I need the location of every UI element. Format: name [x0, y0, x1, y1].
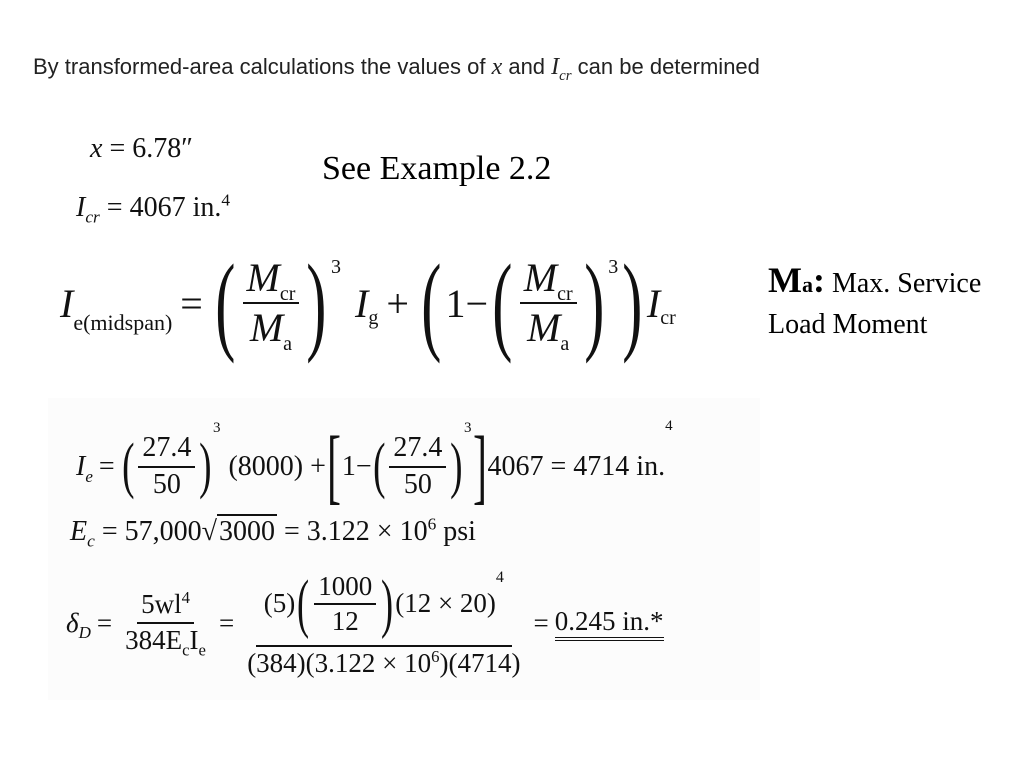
x-symbol: x	[90, 133, 103, 164]
outer-left-paren: (	[421, 242, 442, 364]
intro-var-i: I	[551, 54, 560, 80]
ec-sub: c	[87, 531, 95, 551]
ie-calc-equals: =	[98, 450, 115, 482]
icr-symbol: I	[76, 192, 86, 223]
icr-value-equation	[76, 190, 231, 227]
formula-numerator-exp: 4	[181, 588, 190, 608]
icr-exponent: 4	[221, 190, 231, 210]
cr-sub: cr	[279, 283, 296, 305]
delta-sub: D	[78, 622, 91, 642]
deflection-equals-2: =	[218, 607, 235, 638]
ig-sub: g	[368, 307, 379, 329]
formula-denominator: 384E	[125, 625, 183, 656]
right-paren: )	[306, 242, 327, 364]
span-term: (12 × 20)	[395, 588, 496, 619]
paren: (	[372, 432, 386, 500]
load-denominator: 12	[331, 606, 359, 637]
m-symbol: M	[249, 305, 284, 350]
x-value-equation	[90, 133, 193, 165]
paren: (	[121, 432, 135, 500]
left-paren: (	[215, 242, 236, 364]
deflection-result: 0.245 in.*	[555, 606, 664, 641]
deflection-numeric-fraction: (5) ( $\frac{1000}{12}$ ) (12 × 20) 4 $(384)(3.122 \times 10^6)(4714)$	[247, 567, 521, 678]
cube-exponent: 3	[331, 256, 342, 278]
icr-sub-2: cr	[660, 307, 676, 329]
ie-result: 4067 = 4714 in.	[487, 450, 666, 482]
ie-symbol: I	[60, 280, 74, 326]
ratio-denominator-2: 50	[403, 468, 432, 500]
ie-calc-sub: e	[85, 467, 93, 486]
see-example-label: See Example 2.2	[322, 150, 552, 187]
denominator-exp: 6	[431, 646, 440, 666]
ma-definition-note	[768, 260, 988, 345]
ratio-fraction-2	[389, 433, 446, 501]
intro-text-and: and	[502, 54, 552, 79]
ratio-denominator: 50	[152, 468, 181, 500]
m-symbol: M	[246, 255, 280, 300]
ec-coefficient: = 57,000	[101, 516, 202, 547]
intro-text-1: By transformed-area calculations the values of	[33, 54, 492, 79]
one-minus: 1−	[445, 280, 489, 326]
outer-right-paren: )	[622, 242, 643, 364]
radicand: 3000	[219, 516, 275, 547]
ratio-exponent-2: 3	[464, 420, 472, 436]
paren: )	[450, 432, 463, 500]
a-sub: a	[283, 333, 293, 355]
a-sub: a	[560, 333, 570, 355]
inner-left-paren: (	[492, 242, 513, 364]
denominator-b: )(4714)	[439, 647, 521, 678]
ie-one-minus: 1−	[341, 450, 372, 482]
bracket: [	[326, 420, 341, 513]
intro-var-x: x	[491, 54, 503, 80]
intro-sentence	[33, 54, 760, 84]
load-fraction	[314, 572, 376, 637]
cr-sub: cr	[557, 283, 573, 305]
ma-definition-text: Max. Service Load Moment	[768, 268, 982, 340]
ratio-exponent: 3	[212, 420, 221, 436]
deflection-formula-fraction	[121, 588, 210, 660]
icr-symbol-sub: cr	[85, 207, 100, 227]
inner-right-paren: )	[583, 242, 605, 364]
ie-symbol-sub: e(midspan)	[73, 310, 173, 335]
ig-symbol: I	[355, 280, 369, 326]
ec-result: = 3.122 × 10	[284, 516, 428, 547]
denominator-a: (384)(3.122 × 10	[247, 647, 432, 678]
ec-unit: psi	[436, 516, 476, 547]
intro-var-i-sub: cr	[559, 67, 572, 84]
delta-symbol: δ	[66, 607, 79, 638]
ec-calculation	[70, 514, 476, 551]
icr-value: = 4067 in.	[106, 192, 222, 223]
icr-symbol-2: I	[646, 280, 661, 326]
ma-symbol-sub: a	[801, 272, 813, 297]
ma-colon: :	[812, 260, 825, 300]
cube-exponent-2: 3	[608, 256, 619, 278]
formula-numerator: 5wl	[141, 589, 182, 620]
paren: )	[199, 432, 212, 500]
m-symbol: M	[523, 255, 558, 300]
radical-sign: √	[201, 516, 217, 547]
plus-sign: +	[386, 280, 409, 326]
mcr-ma-fraction	[243, 255, 300, 355]
ie-calc-symbol: I	[76, 450, 86, 482]
ec-exponent: 6	[427, 514, 437, 534]
load-numerator: 1000	[314, 572, 376, 606]
bracket: ]	[472, 420, 487, 513]
five-term: (5)	[263, 588, 296, 619]
formula-den-i: I	[189, 625, 199, 656]
ratio-fraction	[138, 433, 195, 501]
intro-text-2: can be determined	[571, 54, 760, 79]
x-value: = 6.78″	[109, 133, 193, 164]
formula-den-sub-e: e	[198, 640, 206, 660]
mcr-ma-fraction-2	[520, 255, 577, 355]
ec-symbol: E	[70, 516, 88, 547]
effective-inertia-formula	[60, 242, 676, 364]
deflection-calculation	[66, 568, 664, 678]
ig-term: (8000) +	[228, 450, 326, 482]
formula-den-sub-c: c	[182, 640, 190, 660]
ratio-numerator-2: 27.4	[389, 433, 446, 468]
ma-symbol: M	[768, 260, 802, 300]
m-symbol: M	[527, 305, 561, 350]
deflection-equals-3: =	[533, 607, 549, 638]
equals-sign: =	[180, 280, 203, 326]
paren: )	[381, 567, 394, 640]
deflection-equals-1: =	[96, 607, 113, 638]
ratio-numerator: 27.4	[138, 433, 195, 468]
ie-calculation: I $_e$ = ( $\frac{27.4}{50}$ ) 3 (8000) + [ 1− ( $\frac{27.4}{50}$ ) 3 ] 4067 = 4714 in. 4	[76, 418, 673, 513]
paren: (	[297, 567, 310, 640]
